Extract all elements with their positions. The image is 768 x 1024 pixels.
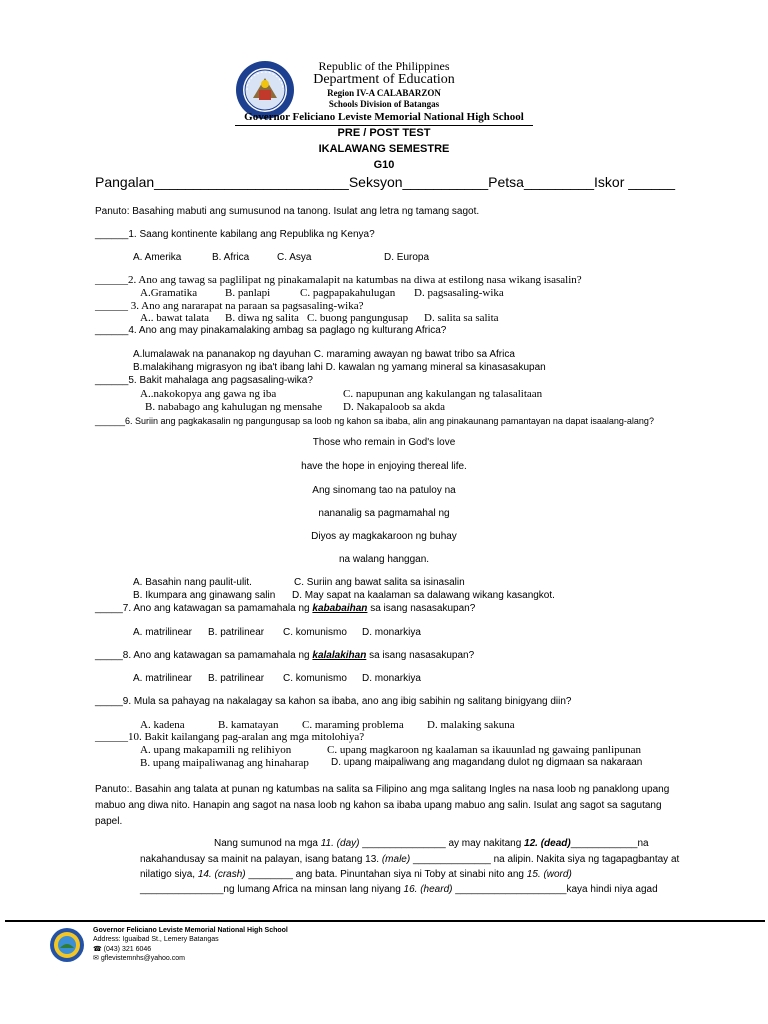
text-segment: ______________ na alipin. Nakita siya ng tagapagbantay at	[410, 854, 680, 865]
q1-option-c: C. Asya	[277, 252, 312, 263]
english-word-13: (male)	[381, 854, 411, 865]
footer-email: gflevistemnhs@yahoo.com	[100, 955, 185, 962]
poem-line: have the hope in enjoying thereal life.	[301, 461, 467, 472]
q9-option-c: C. maraming problema	[302, 719, 404, 731]
q7-option-b: B. patrilinear	[208, 627, 265, 638]
q2-option-b: B. panlapi	[225, 287, 271, 299]
q1-option-a: A. Amerika	[133, 252, 182, 263]
text-segment: ____________________kaya hindi niya agad	[452, 884, 658, 895]
q5-option-d: D. Nakapaloob sa akda	[343, 401, 446, 413]
republic-line: Republic of the Philippines	[318, 59, 450, 73]
question-7	[95, 603, 475, 614]
english-word-16: 16. (heard)	[403, 884, 453, 895]
q10-option-a: A. upang makapamili ng relihiyon	[140, 744, 292, 756]
instructions-line	[95, 206, 479, 217]
semester-title: IKALAWANG SEMESTRE	[318, 143, 450, 155]
q7-option-d: D. monarkiya	[362, 627, 421, 638]
english-word-12: 12. (dead)	[524, 838, 571, 849]
text-segment: nakahandusay sa mainit na palayan, isang batang 13.	[140, 854, 382, 865]
poem-line: Those who remain in God's love	[312, 437, 456, 448]
q3-option-a: A.. bawat talata	[140, 312, 210, 324]
q5-option-c: C. napupunan ang kakulangan ng talasalitaan	[343, 388, 543, 400]
q4-options-row-2: B.malakihang migrasyon ng iba't ibang lahi D. kawalan ng yamang mineral sa kinasasakupan	[133, 362, 546, 373]
q7-stem-end: sa isang nasasakupan?	[367, 603, 476, 614]
q8-stem-end: sa isang nasasakupan?	[366, 650, 475, 661]
division-line: Schools Division of Batangas	[328, 99, 440, 109]
footer-school: Governor Feliciano Leviste Memorial National High School	[93, 927, 288, 934]
part2-instructions: Panuto:. Basahin ang talata at punan ng katumbas na salita sa Filipino ang mga salitang Ingles na nasa loob ng panaklong upang mabuo ang diwa nito. Hanapin ang sagot na nasa loob ng kahon sa ibaba upang mabuo ang salin. Isulat ang sagot sa sagutang papel.	[95, 784, 670, 827]
q7-keyword: kababaihan	[312, 603, 368, 614]
text-segment: ________ ang bata. Pinuntahan siya ni Toby at sinabi nito ang	[245, 869, 527, 880]
q4-options-row-1: A.lumalawak na pananakop ng dayuhan C. maraming awayan ng bawat tribo sa Africa	[133, 349, 515, 360]
instructions-text: : Basahing mabuti ang sumusunod na tanong. Isulat ang letra ng tamang sagot.	[126, 206, 480, 217]
instructions-label: Panuto	[95, 206, 127, 217]
question-8	[95, 650, 474, 661]
q1-option-b: B. Africa	[212, 252, 250, 263]
department-line: Department of Education	[313, 72, 455, 87]
q10-option-b: B. upang maipaliwanag ang hinaharap	[140, 757, 309, 769]
poem-line: na walang hanggan.	[338, 554, 430, 565]
q8-option-a: A. matrilinear	[133, 673, 192, 684]
school-seal-logo	[49, 927, 85, 963]
question-10: ______10. Bakit kailangang pag-aralan ang mga mitolohiya?	[95, 731, 365, 743]
q6-option-c: C. Suriin ang bawat salita sa isinasalin	[294, 577, 465, 588]
text-segment: _______________ng lumang Africa na minsan lang niyang	[140, 884, 404, 895]
footer-rule	[5, 920, 765, 922]
q8-option-c: C. komunismo	[283, 673, 347, 684]
q1-option-d: D. Europa	[384, 252, 430, 263]
paragraph-line-2	[140, 854, 679, 865]
footer-phone-line	[93, 945, 151, 953]
region-line: Region IV-A CALABARZON	[327, 88, 441, 98]
english-word-14: 14. (crash)	[197, 869, 246, 880]
school-name: Governor Feliciano Leviste Memorial National High School	[244, 111, 524, 123]
text-segment: ____________na	[570, 838, 649, 849]
text-segment: _______________ ay may nakitang	[359, 838, 525, 849]
q2-option-c: C. pagpapakahulugan	[300, 287, 396, 299]
header-rule	[235, 125, 533, 126]
phone-icon: ☎	[93, 946, 104, 953]
email-icon: ✉	[93, 955, 101, 962]
q10-option-d: D. upang maipaliwang ang magandang dulot ng digmaan sa nakaraan	[331, 757, 643, 768]
question-9: _____9. Mula sa pahayag na nakalagay sa kahon sa ibaba, ano ang ibig sabihin ng salitang binigyang diin?	[95, 696, 572, 707]
paragraph-line-1	[214, 838, 649, 849]
q8-stem: _____8. Ano ang katawagan sa pamamahala ng	[95, 650, 313, 661]
english-word-11: 11. (day)	[320, 838, 360, 849]
footer-email-line	[93, 954, 185, 962]
q9-option-b: B. kamatayan	[218, 719, 279, 731]
poem-line: Ang sinomang tao na patuloy na	[312, 485, 456, 496]
footer-address: Address: Iguaibad St., Lemery Batangas	[93, 936, 219, 943]
poem-line: Diyos ay magkakaroon ng buhay	[311, 531, 457, 542]
q5-option-a: A..nakokopya ang gawa ng iba	[140, 388, 277, 400]
english-word-15: 15. (word)	[526, 869, 572, 880]
q7-option-c: C. komunismo	[283, 627, 347, 638]
paragraph-line-3	[140, 869, 572, 880]
q3-option-d: D. salita sa salita	[424, 312, 499, 324]
footer-phone: (043) 321 6046	[103, 946, 152, 953]
text-segment: Nang sumunod na mga	[214, 838, 321, 849]
q3-option-b: B. diwa ng salita	[225, 312, 299, 324]
q7-stem: _____7. Ano ang katawagan sa pamamahala ng	[95, 603, 313, 614]
q9-option-a: A. kadena	[140, 719, 185, 731]
q6-option-a: A. Basahin nang paulit-ulit.	[133, 577, 252, 588]
q5-option-b: B. nababago ang kahulugan ng mensahe	[145, 401, 323, 413]
q6-option-d: D. May sapat na kaalaman sa dalawang wikang kasangkot.	[292, 590, 555, 601]
q8-option-d: D. monarkiya	[362, 673, 421, 684]
q7-option-a: A. matrilinear	[133, 627, 192, 638]
question-6: ______6. Suriin ang pagkakasalin ng pangungusap sa loob ng kahon sa ibaba, alin ang pinakaunang pamantayan na dapat isaalang-alang?	[95, 416, 654, 426]
q9-option-d: D. malaking sakuna	[427, 719, 515, 731]
q6-option-b: B. Ikumpara ang ginawang salin	[133, 590, 276, 601]
poem-line: nananalig sa pagmamahal ng	[318, 508, 450, 519]
paragraph-line-4	[140, 884, 658, 895]
question-5: ______5. Bakit mahalaga ang pagsasaling-wika?	[95, 375, 313, 386]
text-segment: nilatigo siya,	[140, 869, 198, 880]
student-info-fields: Pangalan_________________________Seksyon___________Petsa_________Iskor ______	[95, 174, 675, 190]
test-title: PRE / POST TEST	[337, 127, 431, 139]
q10-option-c: C. upang magkaroon ng kaalaman sa ikauunlad ng gawaing panlipunan	[327, 744, 642, 756]
q8-option-b: B. patrilinear	[208, 673, 265, 684]
question-1: ______1. Saang kontinente kabilang ang Republika ng Kenya?	[95, 229, 375, 240]
question-2: ______2. Ano ang tawag sa paglilipat ng pinakamalapit na katumbas na diwa at estilong nasa wikang isasalin?	[95, 274, 582, 286]
q8-keyword: kalalakihan	[312, 650, 367, 661]
grade-title: G10	[373, 159, 395, 171]
question-3: ______ 3. Ano ang nararapat na paraan sa pagsasaling-wika?	[95, 300, 364, 312]
q2-option-a: A.Gramatika	[140, 287, 198, 299]
question-4: ______4. Ano ang may pinakamalaking ambag sa paglago ng kulturang Africa?	[95, 325, 447, 336]
q2-option-d: D. pagsasaling-wika	[414, 287, 504, 299]
q3-option-c: C. buong pangungusap	[307, 312, 409, 324]
